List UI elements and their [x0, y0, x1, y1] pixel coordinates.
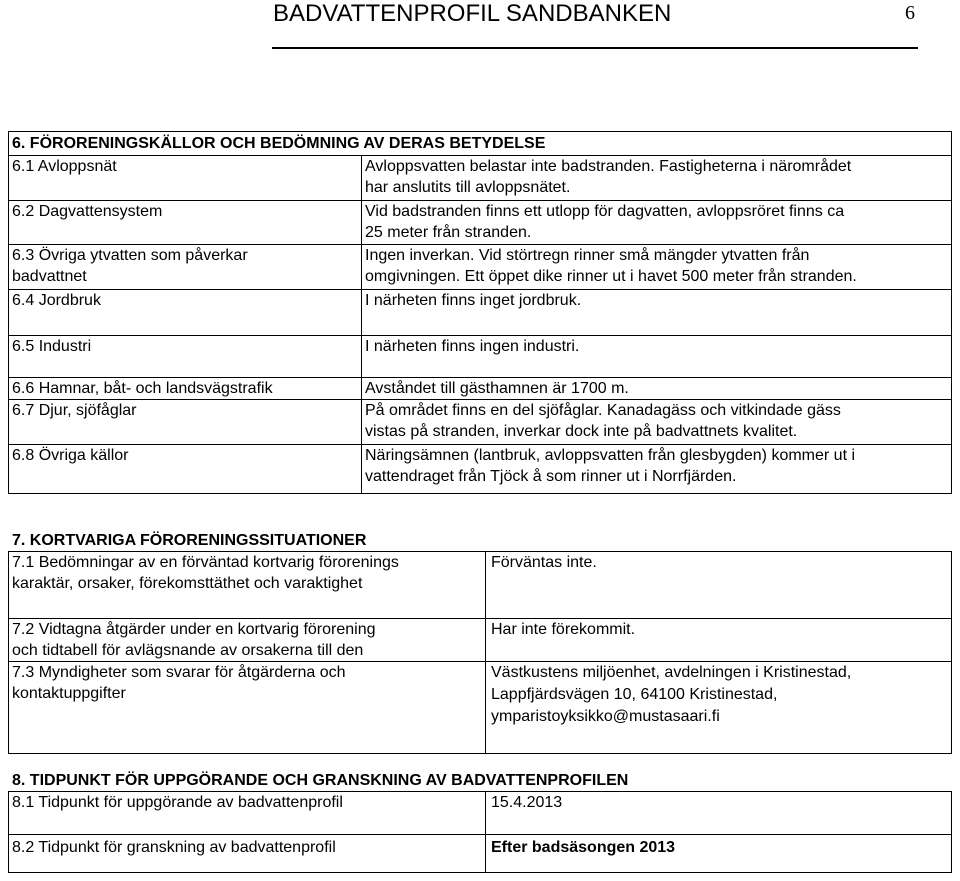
row-value: vistas på stranden, inverkar dock inte på badvattnets kvalitet.	[365, 423, 798, 440]
row-divider	[8, 834, 952, 835]
row-label: 8.1 Tidpunkt för uppgörande av badvattenprofil	[12, 794, 343, 811]
header-rule	[272, 47, 918, 49]
row-value: Ingen inverkan. Vid störtregn rinner små mängder ytvatten från	[365, 247, 810, 264]
row-label: 8.2 Tidpunkt för granskning av badvattenprofil	[12, 839, 336, 856]
column-divider	[361, 155, 362, 493]
row-value: Vid badstranden finns ett utlopp för dagvatten, avloppsröret finns ca	[365, 203, 845, 220]
table-border	[8, 131, 9, 493]
row-value: Lappfjärdsvägen 10, 64100 Kristinestad,	[491, 686, 778, 703]
table-border	[8, 131, 952, 132]
row-value: Näringsämnen (lantbruk, avloppsvatten från glesbygden) kommer ut i	[365, 447, 856, 464]
section-8-heading: 8. TIDPUNKT FÖR UPPGÖRANDE OCH GRANSKNING AV BADVATTENPROFILEN	[12, 772, 629, 789]
row-value: Har inte förekommit.	[491, 621, 636, 638]
row-value: 15.4.2013	[491, 794, 563, 811]
page-header	[0, 0, 960, 48]
row-value: I närheten finns inget jordbruk.	[365, 292, 582, 309]
row-value: Avloppsvatten belastar inte badstranden. Fastigheterna i närområdet	[365, 158, 852, 175]
row-value: På området finns en del sjöfåglar. Kanadagäss och vitkindade gäss	[365, 402, 841, 419]
table-border	[951, 791, 952, 872]
table-border	[8, 872, 952, 873]
row-value: Avståndet till gästhamnen är 1700 m.	[365, 380, 629, 397]
row-value: har anslutits till avloppsnätet.	[365, 179, 571, 196]
section-6-heading: 6. FÖRORENINGSKÄLLOR OCH BEDÖMNING AV DERAS BETYDELSE	[12, 135, 546, 152]
column-divider	[485, 791, 486, 872]
row-label: karaktär, orsaker, förekomsttäthet och varaktighet	[12, 575, 363, 592]
row-label: 7.3 Myndigheter som svarar för åtgärderna och	[12, 664, 346, 681]
row-value: 25 meter från stranden.	[365, 224, 532, 241]
row-label: 7.2 Vidtagna åtgärder under en kortvarig förorening	[12, 621, 376, 638]
document-title: BADVATTENPROFIL SANDBANKEN	[273, 0, 672, 27]
column-divider	[485, 551, 486, 753]
row-label: kontaktuppgifter	[12, 685, 126, 702]
row-label: 6.3 Övriga ytvatten som påverkar	[12, 247, 248, 264]
row-value: I närheten finns ingen industri.	[365, 338, 580, 355]
row-label: och tidtabell för avlägsnande av orsakerna till den	[12, 642, 364, 659]
row-label: 6.4 Jordbruk	[12, 292, 101, 309]
row-label: badvattnet	[12, 268, 87, 285]
row-label: 6.7 Djur, sjöfåglar	[12, 402, 137, 419]
row-label: 6.5 Industri	[12, 338, 92, 355]
row-label: 6.8 Övriga källor	[12, 447, 129, 464]
table-border	[951, 551, 952, 753]
row-label: 6.6 Hamnar, båt- och landsvägstrafik	[12, 380, 273, 397]
contact-email: ymparistoyksikko@mustasaari.fi	[491, 708, 720, 725]
page-number: 6	[905, 2, 915, 24]
table-border	[8, 753, 952, 754]
row-value: Förväntas inte.	[491, 554, 597, 571]
table-border	[8, 493, 952, 494]
row-value: vattendraget från Tjöck å som rinner ut i Norrfjärden.	[365, 468, 737, 485]
row-label: 6.1 Avloppsnät	[12, 158, 117, 175]
row-value: Efter badsäsongen 2013	[491, 839, 676, 856]
table-border	[951, 131, 952, 493]
table-border	[8, 551, 9, 753]
row-value: Västkustens miljöenhet, avdelningen i Kristinestad,	[491, 664, 852, 681]
section-7-heading: 7. KORTVARIGA FÖRORENINGSSITUATIONER	[12, 532, 367, 549]
row-label: 7.1 Bedömningar av en förväntad kortvarig förorenings	[12, 554, 399, 571]
row-label: 6.2 Dagvattensystem	[12, 203, 163, 220]
row-value: omgivningen. Ett öppet dike rinner ut i havet 500 meter från stranden.	[365, 268, 857, 285]
table-border	[8, 791, 9, 872]
